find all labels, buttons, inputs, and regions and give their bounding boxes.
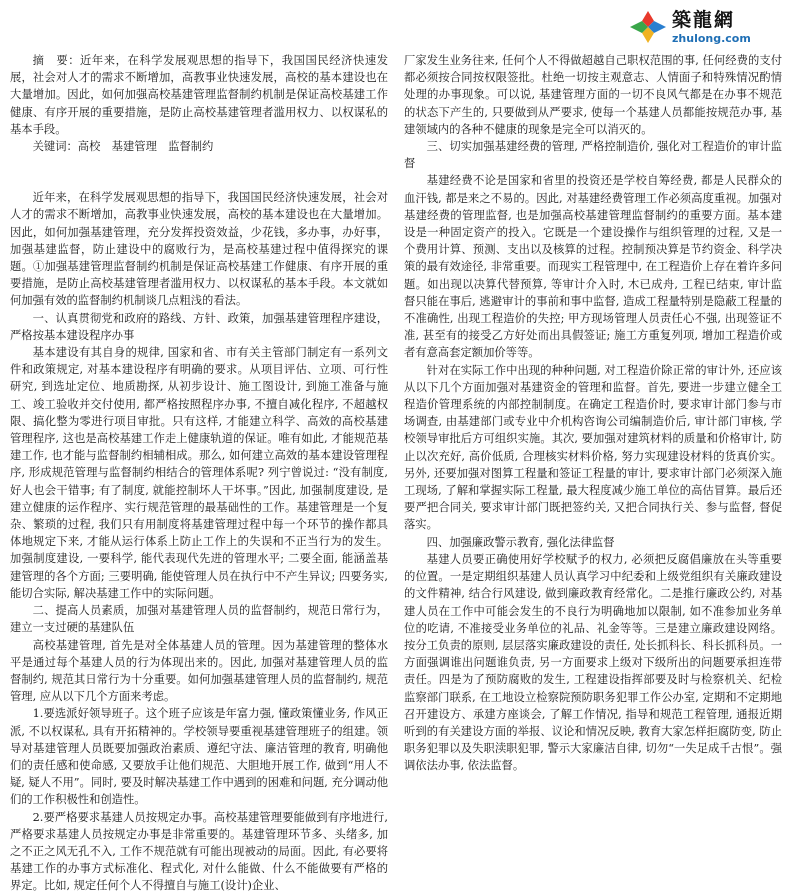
logo-url: zhulong.com — [672, 31, 751, 45]
body-paragraph: 基建人员要正确使用好学校赋予的权力, 必须把反腐倡廉放在头等重要的位置。一是定期组织基建人员认真学习中纪委和上级党组织有关廉政建设的文件精神, 结合行风建设, 做到廉政教育经常化。二是推行廉政公约, 对基建人员在工作中可能会发生的不良行为明确地加以限制, 如不准参加业务单位的吃请, 不准接受业务单位的礼品、礼金等等。三是建立廉政建设网络。按分工负责的原则, 层层落实廉政建设的责任, 处长抓科长、科长抓科员。一方面强调谁出问题谁负责, 另一方面要求上级对下级所出的问题要承担连带责任。四是为了预防腐败的发生, 工程建设指挥部要及时与检察机关、纪检监察部门联系, 在工地设立检察院预防职务犯罪工作公办室, 定期和不定期地召开建设方、承建方座谈会, 了解工作情况, 指导和规范工程管理, 通报近期听到的有关建设方面的举报、议论和情况反映, 教育大家怎样拒腐防变, 防止职务犯罪以及失职渎职犯罪, 警示大家廉洁自律, 切勿“一失足成千古恨”。强调依法办事, 依法监督。 — [404, 552, 782, 773]
abstract: 摘 要：近年来，在科学发展观思想的指导下，我国国民经济快速发展，社会对人才的需求不断增加，高教事业快速发展，高校的基本建设也在大量增加。因此，如何加强高校基建管理监督制约机制是保证高校基建工作健康、有序开展的重要措施，是防止高校基建管理者滥用权力、以权谋私的基本手段。 — [10, 54, 388, 136]
body-paragraph: 基建经费不论是国家和省里的投资还是学校自筹经费, 都是人民群众的血汗钱, 都是来之不易的。因此, 对基建经费管理工作必须高度重视。加强对基建经费的管理监督, 也是加强高校基建管理监督制约的重要方面。基本建设是一种固定资产的投入。它既是一个建设操作与组织管理的过程, 又是一个费用计算、预测、支出以及核算的过程。控制预决算是节约资金、科学决策的最有效途径, 非常重要。而现实工程管理中, 在工程造价上存在着许多问题。如出现以决算代替预算, 等审计介入时, 木已成舟, 工程已结束, 审计监督只能在事后, 逃避审计的事前和事中监督, 造成工程量特别是隐蔽工程量的不准确性, 出现工程造价的失控; 甲方现场管理人员责任心不强, 出现签证不准, 甚至有的接受乙方好处而出具假签证; 施工方重复列项, 增加工程造价或者有意高套定额加价等等。 — [404, 174, 782, 360]
section-heading-4: 四、加强廉政警示教育, 强化法律监督 — [426, 535, 615, 549]
intro-paragraph: 近年来，在科学发展观思想的指导下，我国国民经济快速发展，社会对人才的需求不断增加，高教事业快速发展，高校的基本建设也在大量增加。因此，如何加强基建管理，充分发挥投资效益，少花钱，多办事，办好事，加强基建监督，防止建设中的腐败行为，是高校基建过程中值得探究的课题。①加强基建管理监督制约机制是保证高校基建工作健康、有序开展的重要措施，是防止高校基建管理者滥用权力、以权谋私的基本手段。本文就如何加强有效的监督制约机制谈几点粗浅的看法。 — [10, 191, 388, 308]
keywords: 关键词：高校 基建管理 监督制约 — [32, 140, 214, 154]
section-heading-3: 三、切实加强基建经费的管理, 严格控制造价, 强化对工程造价的审计监督 — [404, 140, 782, 171]
body-paragraph: 1.要选派好领导班子。这个班子应该是年富力强, 懂政策懂业务, 作风正派, 不以权谋私, 具有开拓精神的。学校领导要重视基建管理班子的组建。领导对基建管理人员既要加强政治素质、遵纪守法、廉洁管理的教育, 明确他们的责任感和使命感, 又要放手让他们规范、大胆地开展工作, 做到“用人不疑, 疑人不用”。同时, 要及时解决基建工作中遇到的困难和问题, 充分调动他们的工作积极性和创造性。 — [10, 707, 388, 807]
section-heading-2: 二、提高人员素质，加强对基建管理人员的监督制约，规范日常行为，建立一支过硬的基建队伍 — [10, 604, 388, 635]
site-logo — [628, 8, 778, 46]
body-paragraph: 基本建设有其自身的规律, 国家和省、市有关主管部门制定有一系列文件和政策规定, 对基本建设程序有明确的要求。从项目评估、立项、可行性研究, 到选址定位、地质勘探, 从初步设计、施工图设计, 到施工准备与施工、竣工验收并交付使用, 都严格按照程序办事, 不擅自减化程序, 不超越权限、搞化整为零进行项目审批。只有这样, 才能建立科学、高效的高校基建管理程序, 这也是高校基建工作走上健康轨道的保证。唯有如此, 才能规范基建工作, 也才能与监督制约相辅相成。那么, 如何建立高效的基本建设管理程序, 形成规范管理与监督制约相结合的管理体系呢? 列宁曾说过: “没有制度, 好人也会干错事; 有了制度, 就能控制坏人干坏事。”因此, 加强制度建设, 是建立健康的运作程序、实行规范管理的最基础性的工作。基建管理是一个复杂、繁琐的过程, 我们只有用制度将基建管理过程中每一个环节的操作都具体地规定下来, 才能从运行体系上防止工作上的失误和不正当行为的发生。加强制度建设, 一要科学, 能代表现代先进的管理水平; 二要全面, 能涵盖基建管理的各个方面; 三要明确, 能使管理人员在执行中不产生异议; 四要务实, 能切合实际, 解决基建工作中的实际问题。 — [10, 346, 388, 600]
left-column — [10, 52, 388, 895]
right-column — [404, 52, 782, 775]
zhulong-logo-icon — [628, 9, 668, 45]
logo-name: 築龍網 — [672, 8, 736, 31]
section-heading-1: 一、认真贯彻党和政府的路线、方针、政策，加强基建管理程序建设，严格按基本建设程序办事 — [10, 311, 388, 342]
body-paragraph: 针对在实际工作中出现的种种问题, 对工程造价除正常的审计外, 还应该从以下几个方面加强对基建资金的管理和监督。首先, 要进一步建立健全工程造价管理系统的内部控制制度。在确定工程造价时, 要求审计部门参与市场调查, 由基建部门或专业中介机构咨询公司编制造价后, 审计部门审核, 学校领导审批后方可组织实施。其次, 要加强对建筑材料的质量和价格审计, 防止以次充好, 高价低质, 合理核实材料价格, 努力实现建设材料的货真价实。另外, 还要加强对图算工程量和签证工程量的审计, 要求审计部门必须深入施工现场, 了解和掌握实际工程量, 最大程度减少施工单位的高估冒算。最后还要严把合同关, 要求审计部门既把签约关, 又把合同执行关、参与监督, 督促落实。 — [404, 363, 782, 532]
body-paragraph: 厂家发生业务往来, 任何个人不得做超越自己职权范围的事, 任何经费的支付都必须按合同按权限签批。杜绝一切按主观意志、人情面子和特殊情况酌情处理的办事现象。可以说, 基建管理方面的一切不良风气都是在办事不规范的状态下产生的, 只要做到从严要求, 使每一个基建人员都能按规范办事, 基建领域内的各种不健康的现象是完全可以消灭的。 — [404, 54, 782, 136]
body-paragraph: 2.要严格要求基建人员按规定办事。高校基建管理要能做到有序地进行, 严格要求基建人员按规定办事是非常重要的。基建管理环节多、头绪多, 加之不正之风无孔不入, 工作不规范就有可能出现被动的局面。因此, 有必要将基建工作的办事方式标准化、程式化, 对什么能做、什么不能做要有严格的界定。比如, 规定任何个人不得擅自与施工(设计)企业、 — [10, 810, 388, 893]
body-paragraph: 高校基建管理, 首先是对全体基建人员的管理。因为基建管理的整体水平是通过每个基建人员的行为体现出来的。因此, 加强对基建管理人员的监督制约, 规范其日常行为十分重要。如何加强基建管理人员的监督制约, 规范管理, 应从以下几个方面来考虑。 — [10, 638, 388, 704]
